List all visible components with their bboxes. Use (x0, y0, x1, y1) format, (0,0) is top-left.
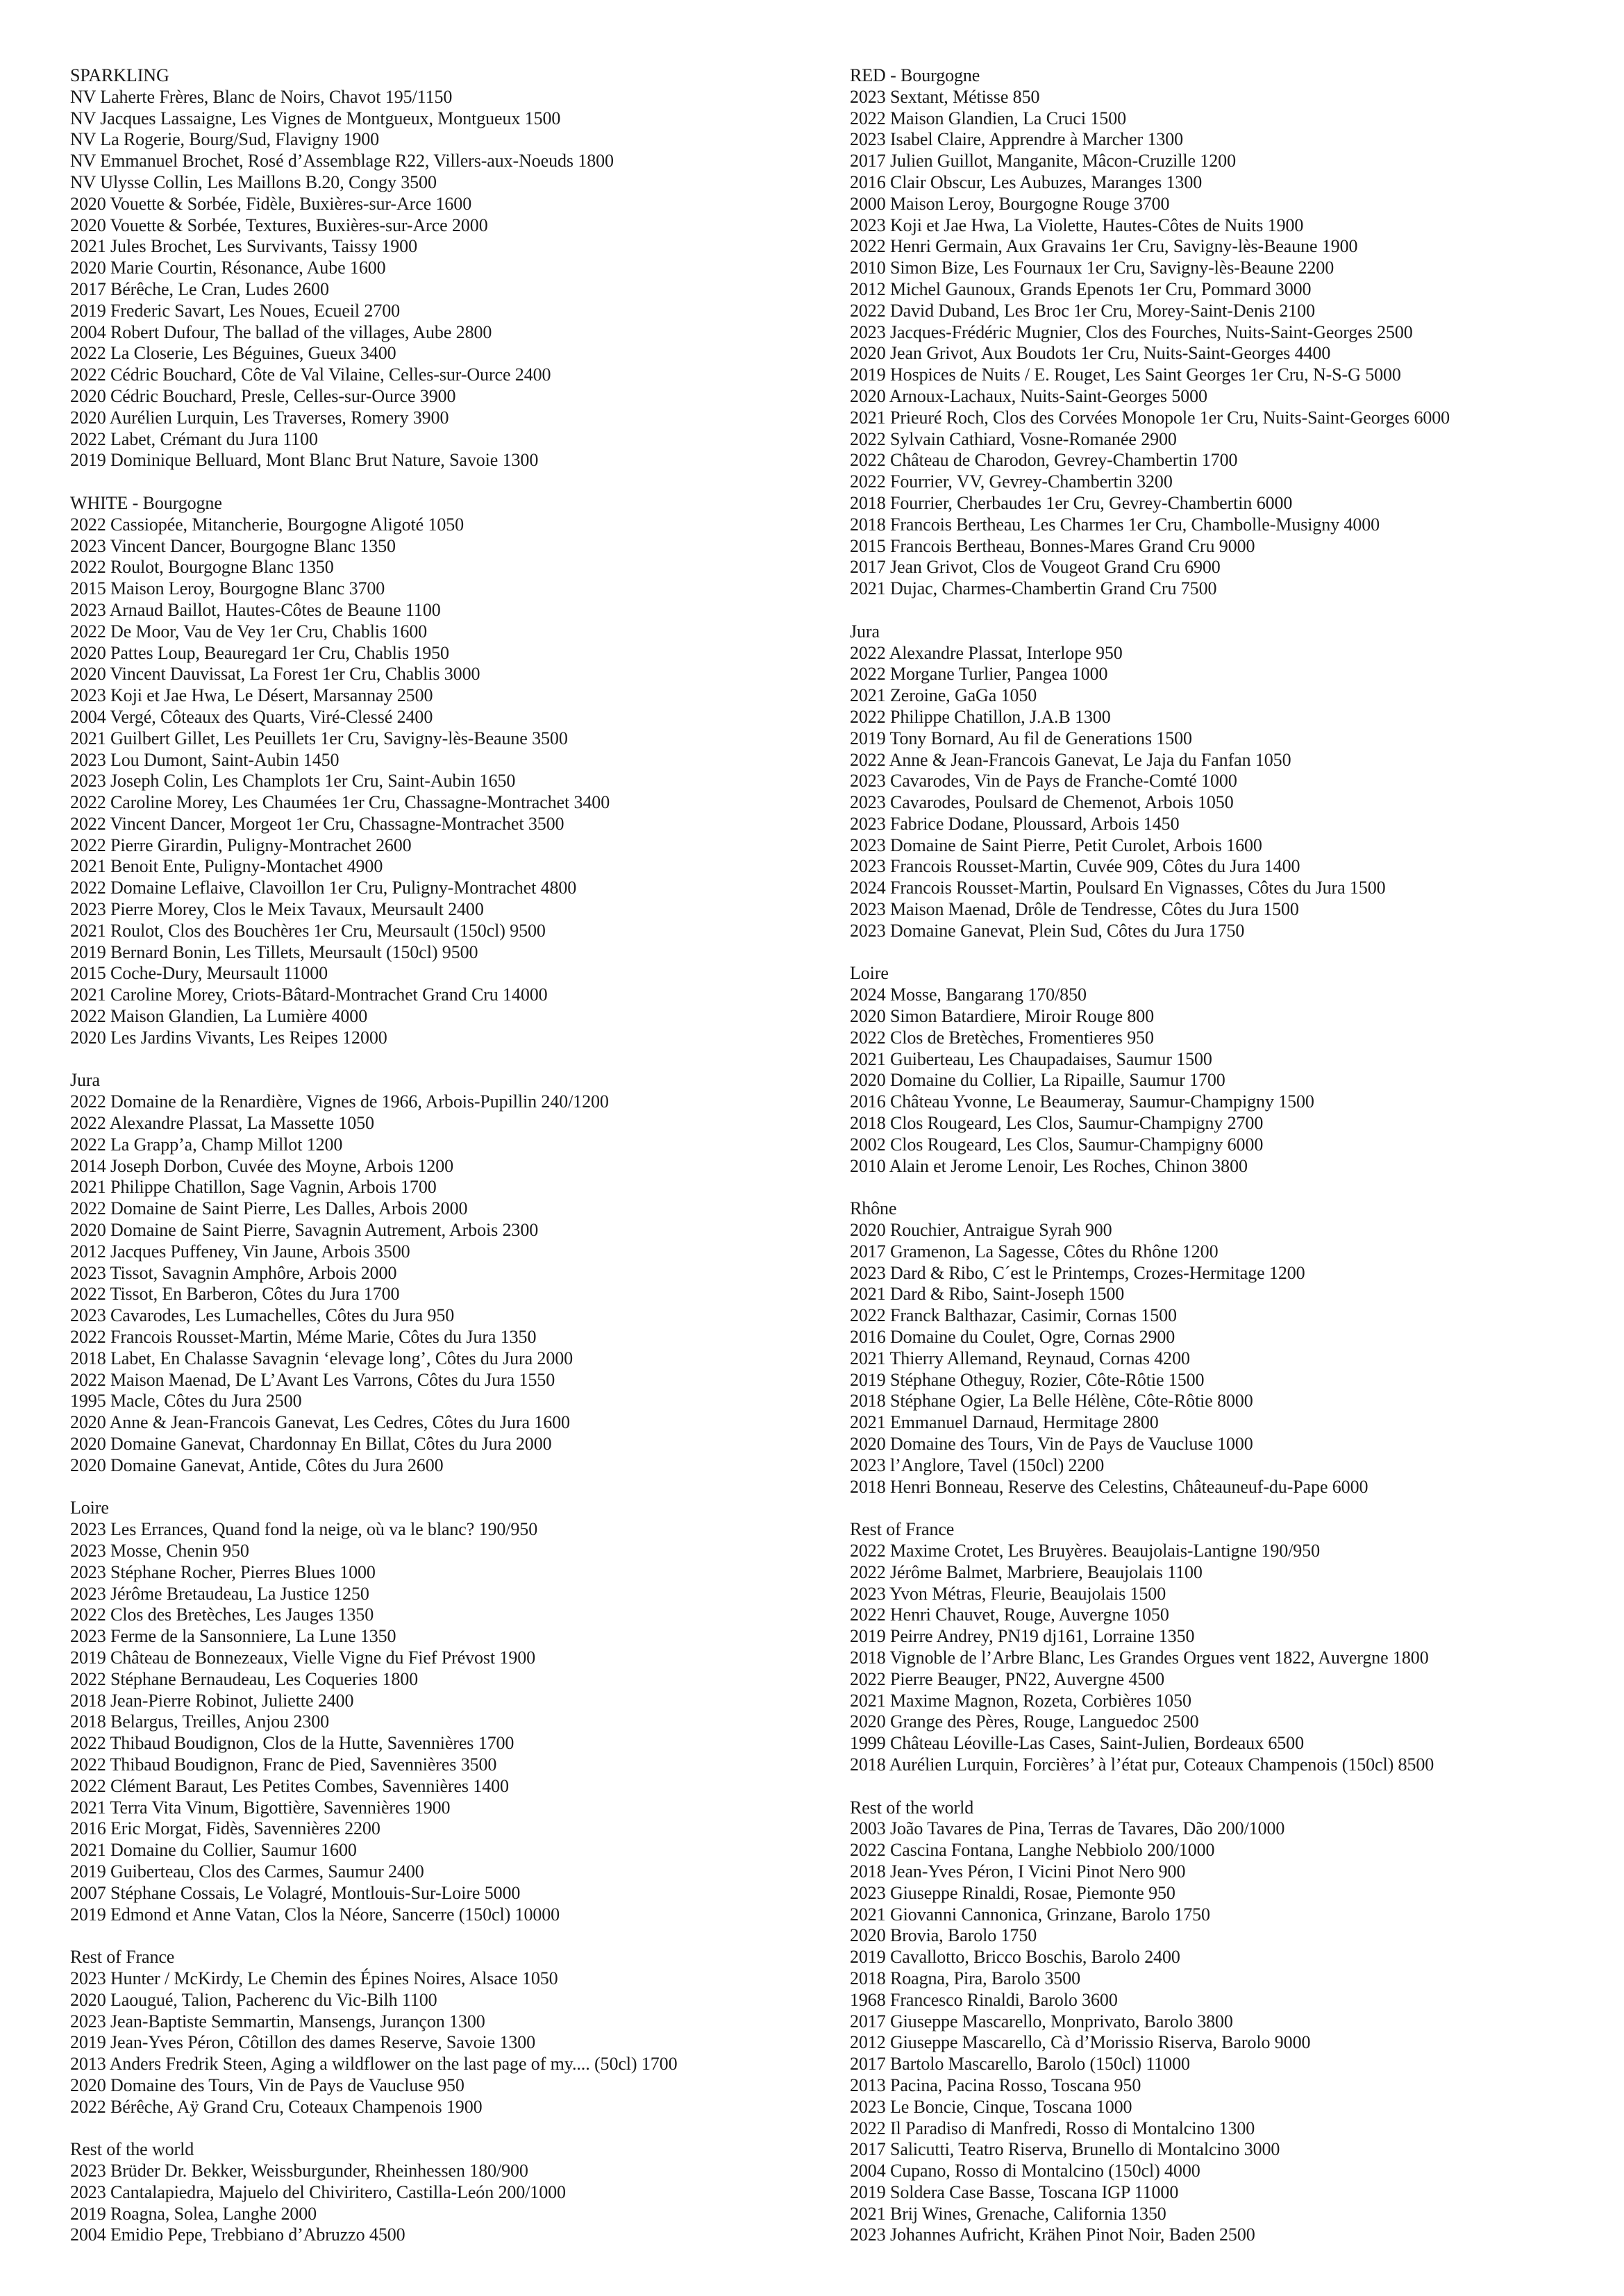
wine-list-item: 2014 Joseph Dorbon, Cuvée des Moyne, Arbois 1200 (70, 1155, 453, 1176)
section-heading: Loire (850, 963, 889, 984)
section-rest-of-france (70, 1947, 820, 2118)
wine-list-item: 2021 Maxime Magnon, Rozeta, Corbières 1050 (850, 1690, 1191, 1711)
wine-list-item: 2013 Pacina, Pacina Rosso, Toscana 950 (850, 2075, 1141, 2095)
wine-list-item: 2022 La Closerie, Les Béguines, Gueux 3400 (70, 343, 396, 364)
wine-list-item: 2020 Cédric Bouchard, Presle, Celles-sur-Ource 3900 (70, 385, 456, 406)
wine-list-item: 2018 Labet, En Chalasse Savagnin ‘elevage long’, Côtes du Jura 2000 (70, 1348, 574, 1368)
wine-list-item: 2022 La Grapp’a, Champ Millot 1200 (70, 1134, 343, 1155)
wine-list-item: 2023 l’Anglore, Tavel (150cl) 2200 (850, 1455, 1105, 1475)
wine-list-item: 2022 Bérêche, Aÿ Grand Cru, Coteaux Champenois 1900 (70, 2096, 483, 2117)
wine-list-item: 2018 Vignoble de l’Arbre Blanc, Les Grandes Orgues vent 1822, Auvergne 1800 (850, 1647, 1429, 1668)
wine-list-item: 2022 Tissot, En Barberon, Côtes du Jura 1700 (70, 1284, 400, 1305)
wine-list-item: 2021 Benoit Ente, Puligny-Montachet 4900 (70, 856, 383, 877)
wine-list-item: 2015 Francois Bertheau, Bonnes-Mares Grand Cru 9000 (850, 535, 1255, 556)
wine-list-item: 2023 Domaine Ganevat, Plein Sud, Côtes du Jura 1750 (850, 920, 1245, 941)
section-heading: WHITE - Bourgogne (70, 492, 222, 513)
wine-list-item: 2010 Alain et Jerome Lenoir, Les Roches, Chinon 3800 (850, 1155, 1248, 1176)
wine-list-item: 2019 Roagna, Solea, Langhe 2000 (70, 2203, 317, 2224)
wine-list-item: 2018 Jean-Pierre Robinot, Juliette 2400 (70, 1690, 354, 1711)
wine-list-item: 2023 Johannes Aufricht, Krähen Pinot Noir, Baden 2500 (850, 2224, 1255, 2245)
wine-list-item: 2016 Eric Morgat, Fidès, Savennières 2200 (70, 1818, 380, 1839)
wine-list-item: 2016 Domaine du Coulet, Ogre, Cornas 2900 (850, 1327, 1175, 1348)
wine-list-item: 2023 Cavarodes, Les Lumachelles, Côtes du Jura 950 (70, 1305, 455, 1326)
wine-list-item: 2017 Bartolo Mascarello, Barolo (150cl) 11000 (850, 2054, 1190, 2075)
wine-list-item: 2022 Thibaud Boudignon, Franc de Pied, Savennières 3500 (70, 1754, 497, 1775)
wine-list-item: 2012 Michel Gaunoux, Grands Epenots 1er Cru, Pommard 3000 (850, 278, 1312, 299)
wine-list-item: 2021 Guiberteau, Les Chaupadaises, Saumur 1500 (850, 1048, 1212, 1069)
wine-list-item: 2022 Cédric Bouchard, Côte de Val Vilaine, Celles-sur-Ource 2400 (70, 364, 551, 385)
wine-list-item: 2022 David Duband, Les Broc 1er Cru, Morey-Saint-Denis 2100 (850, 300, 1315, 321)
wine-list-item: 2022 Roulot, Bourgogne Blanc 1350 (70, 557, 334, 578)
section-heading: Loire (70, 1498, 109, 1518)
section-heading: Rest of France (70, 1947, 175, 1968)
wine-list-item: 2021 Giovanni Cannonica, Grinzane, Barolo 1750 (850, 1904, 1210, 1925)
wine-list-item: 2018 Henri Bonneau, Reserve des Celestins, Châteauneuf-du-Pape 6000 (850, 1476, 1368, 1497)
wine-list-item: 2012 Jacques Puffeney, Vin Jaune, Arbois 3500 (70, 1241, 410, 1262)
wine-list-item: 2019 Bernard Bonin, Les Tillets, Meursault (150cl) 9500 (70, 941, 478, 962)
wine-list-item: 2022 Alexandre Plassat, Interlope 950 (850, 642, 1123, 663)
wine-list-item: 2023 Yvon Métras, Fleurie, Beaujolais 1500 (850, 1583, 1166, 1604)
wine-list-item: 2022 Fourrier, VV, Gevrey-Chambertin 3200 (850, 471, 1173, 492)
wine-list-item: 2018 Francois Bertheau, Les Charmes 1er Cru, Chambolle-Musigny 4000 (850, 514, 1380, 535)
wine-list-item: 2024 Francois Rousset-Martin, Poulsard En Vignasses, Côtes du Jura 1500 (850, 878, 1386, 898)
wine-list-item: 1995 Macle, Côtes du Jura 2500 (70, 1391, 302, 1411)
wine-list-item: 2021 Dujac, Charmes-Chambertin Grand Cru 7500 (850, 578, 1217, 599)
wine-list-item: 2023 Ferme de la Sansonniere, La Lune 1350 (70, 1626, 396, 1647)
wine-list-item: 2023 Les Errances, Quand fond la neige, où va le blanc? 190/950 (70, 1519, 538, 1540)
wine-list-item: 2020 Pattes Loup, Beauregard 1er Cru, Chablis 1950 (70, 642, 449, 663)
wine-list-item: 2022 De Moor, Vau de Vey 1er Cru, Chablis 1600 (70, 621, 428, 642)
wine-list-item: 2019 Château de Bonnezeaux, Vielle Vigne du Fief Prévost 1900 (70, 1647, 536, 1668)
wine-list-item: 2023 Cantalapiedra, Majuelo del Chiviritero, Castilla-León 200/1000 (70, 2181, 566, 2202)
wine-list-item: 2021 Terra Vita Vinum, Bigottière, Savennières 1900 (70, 1797, 451, 1818)
wine-list-item: 2018 Roagna, Pira, Barolo 3500 (850, 1968, 1081, 1988)
wine-list-item: 2023 Jean-Baptiste Semmartin, Mansengs, Jurançon 1300 (70, 2011, 485, 2031)
wine-list-item: 2022 Franck Balthazar, Casimir, Cornas 1500 (850, 1305, 1177, 1326)
wine-list-item: 2004 Emidio Pepe, Trebbiano d’Abruzzo 4500 (70, 2224, 405, 2245)
wine-list-item: 2004 Robert Dufour, The ballad of the villages, Aube 2800 (70, 321, 492, 342)
wine-list-item: 2020 Arnoux-Lachaux, Nuits-Saint-Georges 5000 (850, 385, 1207, 406)
wine-list-item: 2023 Le Boncie, Cinque, Toscana 1000 (850, 2096, 1132, 2117)
wine-list-item: 2016 Château Yvonne, Le Beaumeray, Saumur-Champigny 1500 (850, 1091, 1314, 1112)
section-rhone (850, 1198, 1607, 1498)
left-column (70, 65, 820, 2246)
wine-list-item: 2023 Lou Dumont, Saint-Aubin 1450 (70, 749, 340, 770)
wine-list-item: 2019 Stéphane Otheguy, Rozier, Côte-Rôtie 1500 (850, 1369, 1205, 1390)
wine-list-item: 2020 Vouette & Sorbée, Fidèle, Buxières-sur-Arce 1600 (70, 193, 472, 214)
wine-list-item: 2022 Philippe Chatillon, J.A.B 1300 (850, 706, 1111, 727)
wine-list-item: 2012 Giuseppe Mascarello, Cà d’Morissio Riserva, Barolo 9000 (850, 2032, 1311, 2053)
wine-list-item: 2015 Coche-Dury, Meursault 11000 (70, 963, 328, 984)
wine-list-item: 2022 Domaine de Saint Pierre, Les Dalles, Arbois 2000 (70, 1198, 468, 1219)
wine-list-item: 2021 Caroline Morey, Criots-Bâtard-Montrachet Grand Cru 14000 (70, 984, 548, 1005)
wine-list-item: 2022 Francois Rousset-Martin, Méme Marie, Côtes du Jura 1350 (70, 1327, 537, 1348)
wine-list-item: 2023 Jacques-Frédéric Mugnier, Clos des Fourches, Nuits-Saint-Georges 2500 (850, 321, 1413, 342)
wine-list-item: 2023 Domaine de Saint Pierre, Petit Curolet, Arbois 1600 (850, 835, 1262, 855)
wine-list-item: 2023 Jérôme Bretaudeau, La Justice 1250 (70, 1583, 369, 1604)
wine-list-item: 2017 Gramenon, La Sagesse, Côtes du Rhône 1200 (850, 1241, 1219, 1262)
wine-list-item: 2022 Maison Glandien, La Lumière 4000 (70, 1006, 368, 1027)
wine-list-item: 2020 Domaine des Tours, Vin de Pays de Vaucluse 950 (70, 2075, 464, 2095)
wine-list-item: 2021 Dard & Ribo, Saint-Joseph 1500 (850, 1284, 1125, 1305)
wine-list-item: 2021 Jules Brochet, Les Survivants, Taissy 1900 (70, 236, 417, 257)
wine-list-item: 2023 Isabel Claire, Apprendre à Marcher 1300 (850, 129, 1184, 150)
wine-list-item: 2019 Hospices de Nuits / E. Rouget, Les Saint Georges 1er Cru, N-S-G 5000 (850, 364, 1401, 385)
wine-list-item: 2018 Jean-Yves Péron, I Vicini Pinot Nero 900 (850, 1861, 1186, 1882)
wine-list-item: 2022 Maxime Crotet, Les Bruyères. Beaujolais-Lantigne 190/950 (850, 1540, 1320, 1561)
wine-list-item: 2022 Clément Baraut, Les Petites Combes, Savennières 1400 (70, 1775, 509, 1796)
wine-list-item: 2022 Morgane Turlier, Pangea 1000 (850, 664, 1108, 685)
wine-list-item: 2023 Arnaud Baillot, Hautes-Côtes de Beaune 1100 (70, 599, 441, 620)
wine-list-item: 2017 Giuseppe Mascarello, Monprivato, Barolo 3800 (850, 2011, 1233, 2031)
wine-list-item: 2022 Thibaud Boudignon, Clos de la Hutte, Savennières 1700 (70, 1733, 514, 1754)
wine-list-item: 2018 Stéphane Ogier, La Belle Hélène, Côte-Rôtie 8000 (850, 1391, 1253, 1411)
wine-list-item: 2020 Les Jardins Vivants, Les Reipes 12000 (70, 1027, 387, 1048)
wine-list-item: 2023 Giuseppe Rinaldi, Rosae, Piemonte 950 (850, 1882, 1175, 1903)
wine-list-item: 2022 Clos de Bretèches, Fromentieres 950 (850, 1027, 1154, 1048)
wine-list-item: 2022 Labet, Crémant du Jura 1100 (70, 428, 318, 449)
wine-list-item: 2023 Stéphane Rocher, Pierres Blues 1000 (70, 1561, 376, 1582)
wine-list-item: NV Laherte Frères, Blanc de Noirs, Chavot 195/1150 (70, 86, 453, 107)
wine-list-item: 2020 Domaine Ganevat, Antide, Côtes du Jura 2600 (70, 1455, 444, 1475)
wine-list-item: 2022 Henri Chauvet, Rouge, Auvergne 1050 (850, 1604, 1169, 1625)
wine-list-item: 2019 Cavallotto, Bricco Boschis, Barolo 2400 (850, 1947, 1180, 1968)
wine-list-item: 2021 Brij Wines, Grenache, California 1350 (850, 2203, 1166, 2224)
wine-list-item: 2019 Guiberteau, Clos des Carmes, Saumur 2400 (70, 1861, 424, 1882)
wine-list-item: 2023 Brüder Dr. Bekker, Weissburgunder, Rheinhessen 180/900 (70, 2161, 528, 2181)
wine-list-item: 2023 Mosse, Chenin 950 (70, 1540, 249, 1561)
wine-list-item: 2023 Francois Rousset-Martin, Cuvée 909, Côtes du Jura 1400 (850, 856, 1300, 877)
wine-list-item: 2017 Julien Guillot, Manganite, Mâcon-Cruzille 1200 (850, 151, 1236, 171)
wine-list-item: 2022 Pierre Beauger, PN22, Auvergne 4500 (850, 1668, 1165, 1689)
wine-list-item: 2022 Maison Maenad, De L’Avant Les Varrons, Côtes du Jura 1550 (70, 1369, 555, 1390)
wine-list-item: 2019 Edmond et Anne Vatan, Clos la Néore, Sancerre (150cl) 10000 (70, 1904, 560, 1925)
wine-list-item: 2019 Jean-Yves Péron, Côtillon des dames Reserve, Savoie 1300 (70, 2032, 536, 2053)
wine-list-item: 2022 Anne & Jean-Francois Ganevat, Le Jaja du Fanfan 1050 (850, 749, 1291, 770)
wine-list-item: 2022 Stéphane Bernaudeau, Les Coqueries 1800 (70, 1668, 419, 1689)
wine-list-item: 2022 Château de Charodon, Gevrey-Chambertin 1700 (850, 450, 1238, 471)
section-rest-of-the-world (850, 1798, 1607, 2247)
wine-list-item: 2020 Aurélien Lurquin, Les Traverses, Romery 3900 (70, 407, 449, 428)
wine-list-item: 2022 Vincent Dancer, Morgeot 1er Cru, Chassagne-Montrachet 3500 (70, 813, 564, 834)
wine-list-item: 2019 Peirre Andrey, PN19 dj161, Lorraine 1350 (850, 1626, 1195, 1647)
wine-list-item: 2021 Roulot, Clos des Bouchères 1er Cru, Meursault (150cl) 9500 (70, 920, 546, 941)
wine-list-item: 2017 Bérêche, Le Cran, Ludes 2600 (70, 278, 329, 299)
section-white-bourgogne (70, 493, 820, 1049)
wine-list-item: 2020 Jean Grivot, Aux Boudots 1er Cru, Nuits-Saint-Georges 4400 (850, 343, 1331, 364)
wine-list-item: 2022 Henri Germain, Aux Gravains 1er Cru, Savigny-lès-Beaune 1900 (850, 236, 1358, 257)
wine-list-item: 2022 Il Paradiso di Manfredi, Rosso di Montalcino 1300 (850, 2118, 1255, 2138)
wine-list-item: NV Ulysse Collin, Les Maillons B.20, Congy 3500 (70, 171, 437, 192)
right-column (850, 65, 1607, 2246)
wine-list-item: 2017 Salicutti, Teatro Riserva, Brunello di Montalcino 3000 (850, 2139, 1280, 2160)
wine-list-item: 2007 Stéphane Cossais, Le Volagré, Montlouis-Sur-Loire 5000 (70, 1882, 521, 1903)
wine-list-item: 2020 Vincent Dauvissat, La Forest 1er Cru, Chablis 3000 (70, 664, 480, 685)
wine-list-item: 2023 Cavarodes, Vin de Pays de Franche-Comté 1000 (850, 771, 1237, 791)
section-heading: Rest of the world (850, 1797, 974, 1818)
wine-list-item: 2022 Domaine de la Renardière, Vignes de 1966, Arbois-Pupillin 240/1200 (70, 1091, 609, 1112)
wine-list-item: 2020 Marie Courtin, Résonance, Aube 1600 (70, 258, 386, 278)
wine-list-item: 2015 Maison Leroy, Bourgogne Blanc 3700 (70, 578, 385, 599)
wine-list-item: 2021 Domaine du Collier, Saumur 1600 (70, 1840, 357, 1861)
wine-list-item: 2023 Vincent Dancer, Bourgogne Blanc 1350 (70, 535, 396, 556)
wine-list-item: 2020 Domaine du Collier, La Ripaille, Saumur 1700 (850, 1070, 1225, 1091)
wine-list-item: 2016 Clair Obscur, Les Aubuzes, Maranges 1300 (850, 171, 1203, 192)
wine-list-item: 2020 Brovia, Barolo 1750 (850, 1925, 1037, 1946)
section-heading: RED - Bourgogne (850, 65, 980, 85)
section-loire (70, 1498, 820, 1925)
wine-list-item: NV Emmanuel Brochet, Rosé d’Assemblage R22, Villers-aux-Noeuds 1800 (70, 151, 614, 171)
wine-list-item: 2021 Philippe Chatillon, Sage Vagnin, Arbois 1700 (70, 1177, 437, 1198)
wine-list-item: 2020 Rouchier, Antraigue Syrah 900 (850, 1220, 1112, 1241)
section-heading: Jura (850, 621, 880, 642)
wine-list-item: 2024 Mosse, Bangarang 170/850 (850, 984, 1087, 1005)
wine-list-item: 2023 Pierre Morey, Clos le Meix Tavaux, Meursault 2400 (70, 899, 484, 920)
wine-list-item: 2022 Maison Glandien, La Cruci 1500 (850, 108, 1126, 128)
wine-list-item: 2022 Cassiopée, Mitancherie, Bourgogne Aligoté 1050 (70, 514, 464, 535)
wine-list-item: 1999 Château Léoville-Las Cases, Saint-Julien, Bordeaux 6500 (850, 1733, 1304, 1754)
wine-list-item: 2023 Joseph Colin, Les Champlots 1er Cru, Saint-Aubin 1650 (70, 771, 516, 791)
wine-list-item: 2020 Domaine Ganevat, Chardonnay En Billat, Côtes du Jura 2000 (70, 1434, 552, 1454)
section-heading: Rhône (850, 1198, 897, 1219)
wine-list-item: 2017 Jean Grivot, Clos de Vougeot Grand Cru 6900 (850, 557, 1221, 578)
wine-list-item: 2020 Laougué, Talion, Pacherenc du Vic-Bilh 1100 (70, 1989, 437, 2010)
wine-list-item: 2023 Koji et Jae Hwa, La Violette, Hautes-Côtes de Nuits 1900 (850, 215, 1304, 235)
wine-list-item: 2004 Vergé, Côteaux des Quarts, Viré-Clessé 2400 (70, 706, 433, 727)
wine-list-item: 2002 Clos Rougeard, Les Clos, Saumur-Champigny 6000 (850, 1134, 1264, 1155)
wine-list-item: 2004 Cupano, Rosso di Montalcino (150cl) 4000 (850, 2161, 1200, 2181)
wine-list-item: 2021 Emmanuel Darnaud, Hermitage 2800 (850, 1412, 1159, 1433)
wine-list-item: 2003 João Tavares de Pina, Terras de Tavares, Dão 200/1000 (850, 1818, 1285, 1839)
wine-list-item: 2021 Thierry Allemand, Reynaud, Cornas 4200 (850, 1348, 1190, 1368)
wine-list-item: 2022 Jérôme Balmet, Marbriere, Beaujolais 1100 (850, 1561, 1203, 1582)
wine-list-item: 2023 Dard & Ribo, C´est le Printemps, Crozes-Hermitage 1200 (850, 1262, 1305, 1283)
wine-list-item: 1968 Francesco Rinaldi, Barolo 3600 (850, 1989, 1118, 2010)
wine-list-item: NV Jacques Lassaigne, Les Vignes de Montgueux, Montgueux 1500 (70, 108, 561, 128)
wine-list-item: 2018 Fourrier, Cherbaudes 1er Cru, Gevrey-Chambertin 6000 (850, 492, 1293, 513)
wine-list-item: 2020 Domaine des Tours, Vin de Pays de Vaucluse 1000 (850, 1434, 1253, 1454)
wine-list-item: 2000 Maison Leroy, Bourgogne Rouge 3700 (850, 193, 1170, 214)
section-heading: Jura (70, 1070, 100, 1091)
wine-list-item: 2022 Domaine Leflaive, Clavoillon 1er Cru, Puligny-Montrachet 4800 (70, 878, 577, 898)
wine-list-item: 2021 Zeroine, GaGa 1050 (850, 685, 1037, 706)
wine-list-item: 2023 Fabrice Dodane, Ploussard, Arbois 1450 (850, 813, 1180, 834)
wine-list-item: 2023 Sextant, Métisse 850 (850, 86, 1040, 107)
wine-list-item: 2022 Cascina Fontana, Langhe Nebbiolo 200/1000 (850, 1840, 1215, 1861)
wine-list-item: 2021 Guilbert Gillet, Les Peuillets 1er Cru, Savigny-lès-Beaune 3500 (70, 728, 568, 748)
wine-list-item: 2019 Tony Bornard, Au fil de Generations 1500 (850, 728, 1192, 748)
section-loire (850, 963, 1607, 1177)
wine-list-item: 2020 Domaine de Saint Pierre, Savagnin Autrement, Arbois 2300 (70, 1220, 539, 1241)
wine-list-item: 2010 Simon Bize, Les Fournaux 1er Cru, Savigny-lès-Beaune 2200 (850, 258, 1334, 278)
wine-list-item: 2019 Frederic Savart, Les Noues, Ecueil 2700 (70, 300, 401, 321)
wine-list-item: 2018 Clos Rougeard, Les Clos, Saumur-Champigny 2700 (850, 1113, 1264, 1134)
section-sparkling (70, 65, 820, 471)
wine-list-item: 2022 Pierre Girardin, Puligny-Montrachet 2600 (70, 835, 412, 855)
section-rest-of-the-world (70, 2139, 820, 2246)
wine-list-item: 2018 Aurélien Lurquin, Forcières’ à l’état pur, Coteaux Champenois (150cl) 8500 (850, 1754, 1434, 1775)
wine-list-item: 2020 Vouette & Sorbée, Textures, Buxières-sur-Arce 2000 (70, 215, 488, 235)
section-heading: Rest of the world (70, 2139, 194, 2160)
wine-list-item: 2018 Belargus, Treilles, Anjou 2300 (70, 1711, 330, 1732)
wine-list-item: 2022 Sylvain Cathiard, Vosne-Romanée 2900 (850, 428, 1177, 449)
wine-list-item: 2023 Maison Maenad, Drôle de Tendresse, Côtes du Jura 1500 (850, 899, 1299, 920)
wine-list-item: 2023 Tissot, Savagnin Amphôre, Arbois 2000 (70, 1262, 397, 1283)
section-jura (850, 621, 1607, 942)
wine-list-item: 2019 Dominique Belluard, Mont Blanc Brut Nature, Savoie 1300 (70, 450, 539, 471)
wine-list-item: 2022 Caroline Morey, Les Chaumées 1er Cru, Chassagne-Montrachet 3400 (70, 792, 610, 813)
wine-list-item: 2020 Grange des Pères, Rouge, Languedoc 2500 (850, 1711, 1199, 1732)
wine-list-item: 2013 Anders Fredrik Steen, Aging a wildflower on the last page of my.... (50cl) 1700 (70, 2054, 678, 2075)
wine-list-item: 2023 Hunter / McKirdy, Le Chemin des Épines Noires, Alsace 1050 (70, 1968, 558, 1988)
wine-list-item: 2023 Cavarodes, Poulsard de Chemenot, Arbois 1050 (850, 792, 1234, 813)
wine-list-item: 2020 Anne & Jean-Francois Ganevat, Les Cedres, Côtes du Jura 1600 (70, 1412, 570, 1433)
section-rest-of-france (850, 1519, 1607, 1776)
wine-list-item: 2019 Soldera Case Basse, Toscana IGP 11000 (850, 2181, 1179, 2202)
wine-list-item: NV La Rogerie, Bourg/Sud, Flavigny 1900 (70, 129, 380, 150)
section-heading: SPARKLING (70, 65, 169, 85)
wine-list-item: 2022 Clos des Bretèches, Les Jauges 1350 (70, 1604, 374, 1625)
section-jura (70, 1070, 820, 1476)
wine-list-item: 2022 Alexandre Plassat, La Massette 1050 (70, 1113, 374, 1134)
wine-list-item: 2020 Simon Batardiere, Miroir Rouge 800 (850, 1006, 1155, 1027)
section-red-bourgogne (850, 65, 1607, 600)
wine-list-item: 2021 Prieuré Roch, Clos des Corvées Monopole 1er Cru, Nuits-Saint-Georges 6000 (850, 407, 1450, 428)
wine-list-item: 2023 Koji et Jae Hwa, Le Désert, Marsannay 2500 (70, 685, 433, 706)
section-heading: Rest of France (850, 1519, 955, 1540)
